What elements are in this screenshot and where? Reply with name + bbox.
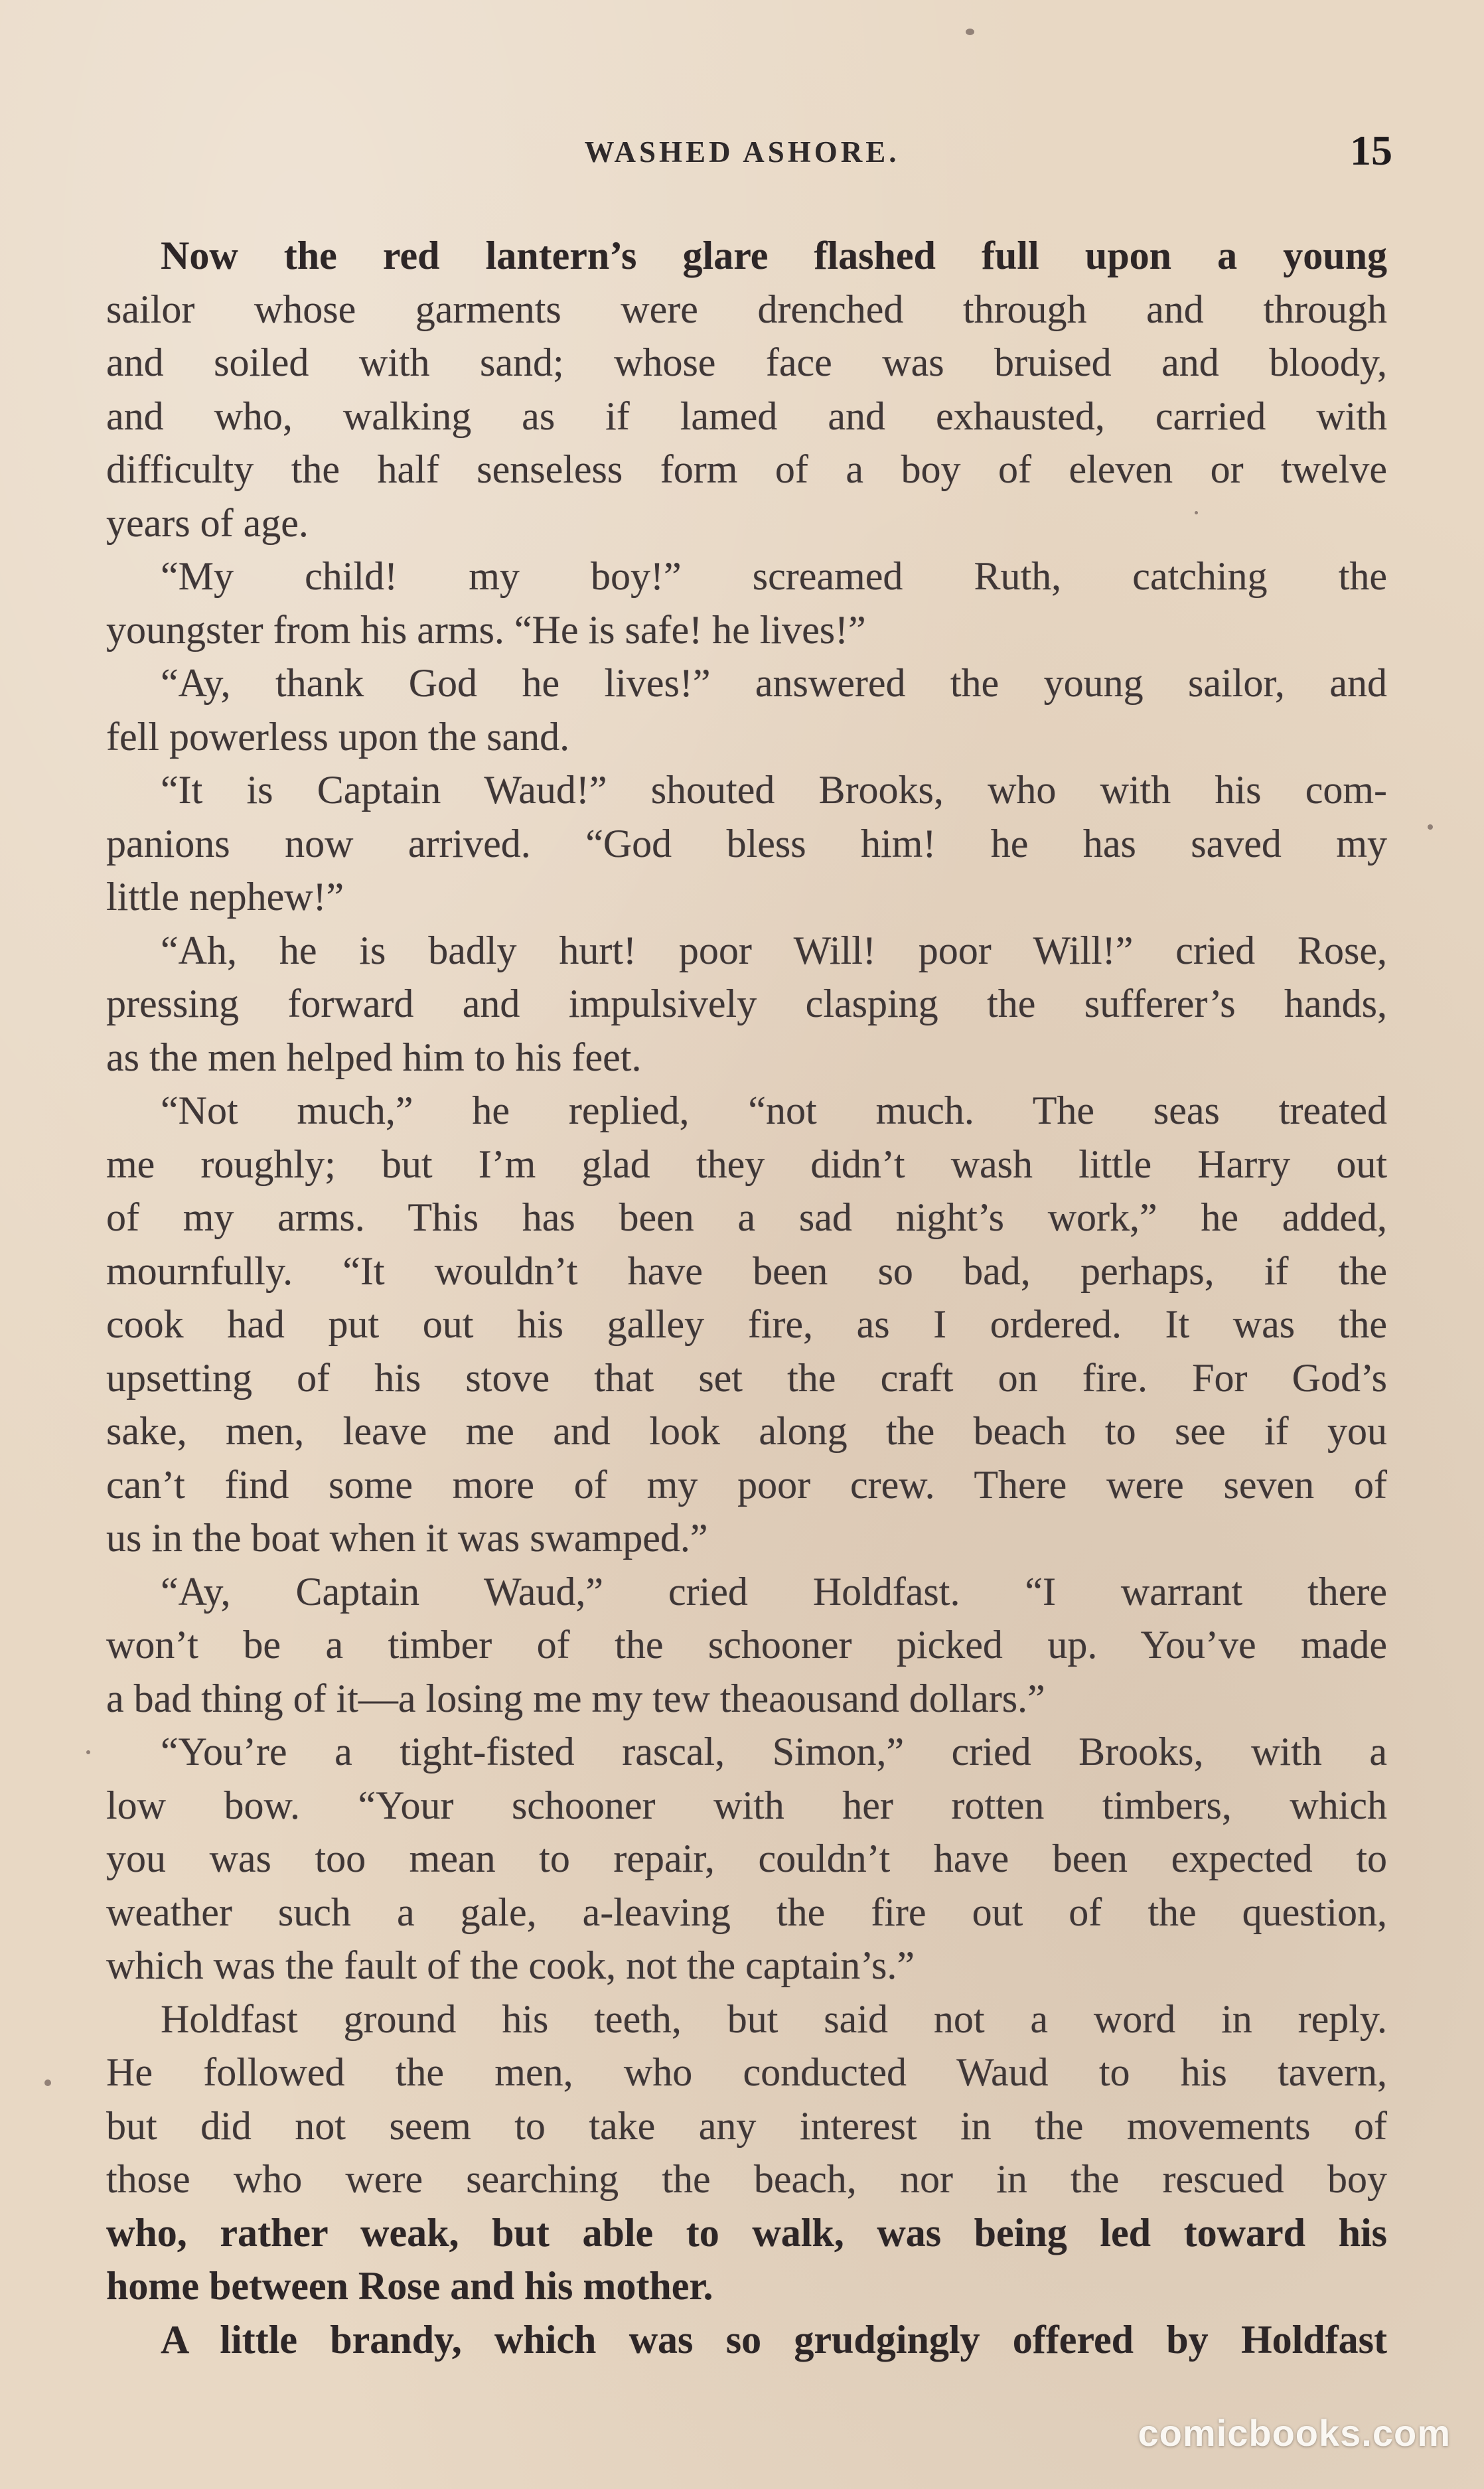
text-line: won’t be a timber of the schooner picked up. You’ve made — [106, 1623, 1387, 1667]
running-head: WASHED ASHORE. — [584, 135, 900, 169]
watermark: comicbooks.com — [1138, 2412, 1451, 2454]
text-line: sake, men, leave me and look along the beach to see if you — [106, 1409, 1387, 1453]
text-line: and soiled with sand; whose face was bruised and bloody, — [106, 340, 1387, 384]
text-line: “Ay, Captain Waud,” cried Holdfast. “I warrant there — [161, 1569, 1387, 1614]
text-line: “Ah, he is badly hurt! poor Will! poor Will!” cried Rose, — [161, 928, 1387, 972]
text-line: cook had put out his galley fire, as I ordered. It was the — [106, 1302, 1387, 1346]
text-line: weather such a gale, a-leaving the fire out of the question, — [106, 1890, 1387, 1934]
text-line: can’t find some more of my poor crew. There were seven of — [106, 1462, 1387, 1507]
ink-speck — [86, 1750, 90, 1754]
text-line: He followed the men, who conducted Waud to his tavern, — [106, 2050, 1387, 2094]
text-line: difficulty the half senseless form of a boy of eleven or twelve — [106, 447, 1387, 491]
text-line: pressing forward and impulsively clasping the sufferer’s hands, — [106, 982, 1387, 1025]
text-line: panions now arrived. “God bless him! he has saved my — [106, 821, 1387, 866]
text-line: “You’re a tight-fisted rascal, Simon,” cried Brooks, with a — [161, 1730, 1387, 1773]
text-line: upsetting of his stove that set the craft on fire. For God’s — [106, 1355, 1387, 1400]
ink-speck — [44, 2079, 51, 2086]
text-line: as the men helped him to his feet. — [106, 1035, 642, 1079]
text-line: home between Rose and his mother. — [106, 2264, 713, 2308]
text-line: mournfully. “It wouldn’t have been so bad, perhaps, if the — [106, 1248, 1387, 1293]
ink-speck — [1428, 824, 1433, 830]
text-line: “My child! my boy!” screamed Ruth, catching the — [161, 554, 1387, 598]
text-line: Now the red lantern’s glare flashed full upon a young — [161, 234, 1387, 277]
text-line: “Not much,” he replied, “not much. The seas treated — [161, 1089, 1387, 1132]
text-line: us in the boat when it was swamped.” — [106, 1516, 708, 1560]
text-line: which was the fault of the cook, not the captain’s.” — [106, 1943, 915, 1987]
page-number: 15 — [1350, 127, 1392, 174]
text-line: fell powerless upon the sand. — [106, 714, 570, 759]
text-line: “Ay, thank God he lives!” answered the young sailor, and — [161, 661, 1387, 705]
ink-speck — [966, 29, 974, 35]
text-line: A little brandy, which was so grudgingly offered by Holdfast — [161, 2317, 1387, 2362]
text-line: who, rather weak, but able to walk, was being led toward his — [106, 2210, 1387, 2255]
text-line: little nephew!” — [106, 875, 344, 919]
text-line: me roughly; but I’m glad they didn’t wash little Harry out — [106, 1142, 1387, 1186]
text-line: youngster from his arms. “He is safe! he lives!” — [106, 607, 866, 652]
text-line: Holdfast ground his teeth, but said not a word in reply. — [161, 1997, 1387, 2041]
text-line: low bow. “Your schooner with her rotten timbers, which — [106, 1783, 1387, 1827]
text-line: a bad thing of it—a losing me my tew theaousand dollars.” — [106, 1676, 1045, 1720]
text-line: you was too mean to repair, couldn’t have been expected to — [106, 1837, 1387, 1880]
body-text — [106, 229, 1387, 2366]
text-line: sailor whose garments were drenched through and through — [106, 287, 1387, 331]
text-line: but did not seem to take any interest in the movements of — [106, 2103, 1387, 2148]
text-line: and who, walking as if lamed and exhausted, carried with — [106, 394, 1387, 438]
text-line: of my arms. This has been a sad night’s work,” he added, — [106, 1195, 1387, 1239]
text-line: years of age. — [106, 500, 309, 545]
text-line: those who were searching the beach, nor in the rescued boy — [106, 2157, 1387, 2201]
text-line: “It is Captain Waud!” shouted Brooks, who with his com- — [161, 768, 1387, 812]
